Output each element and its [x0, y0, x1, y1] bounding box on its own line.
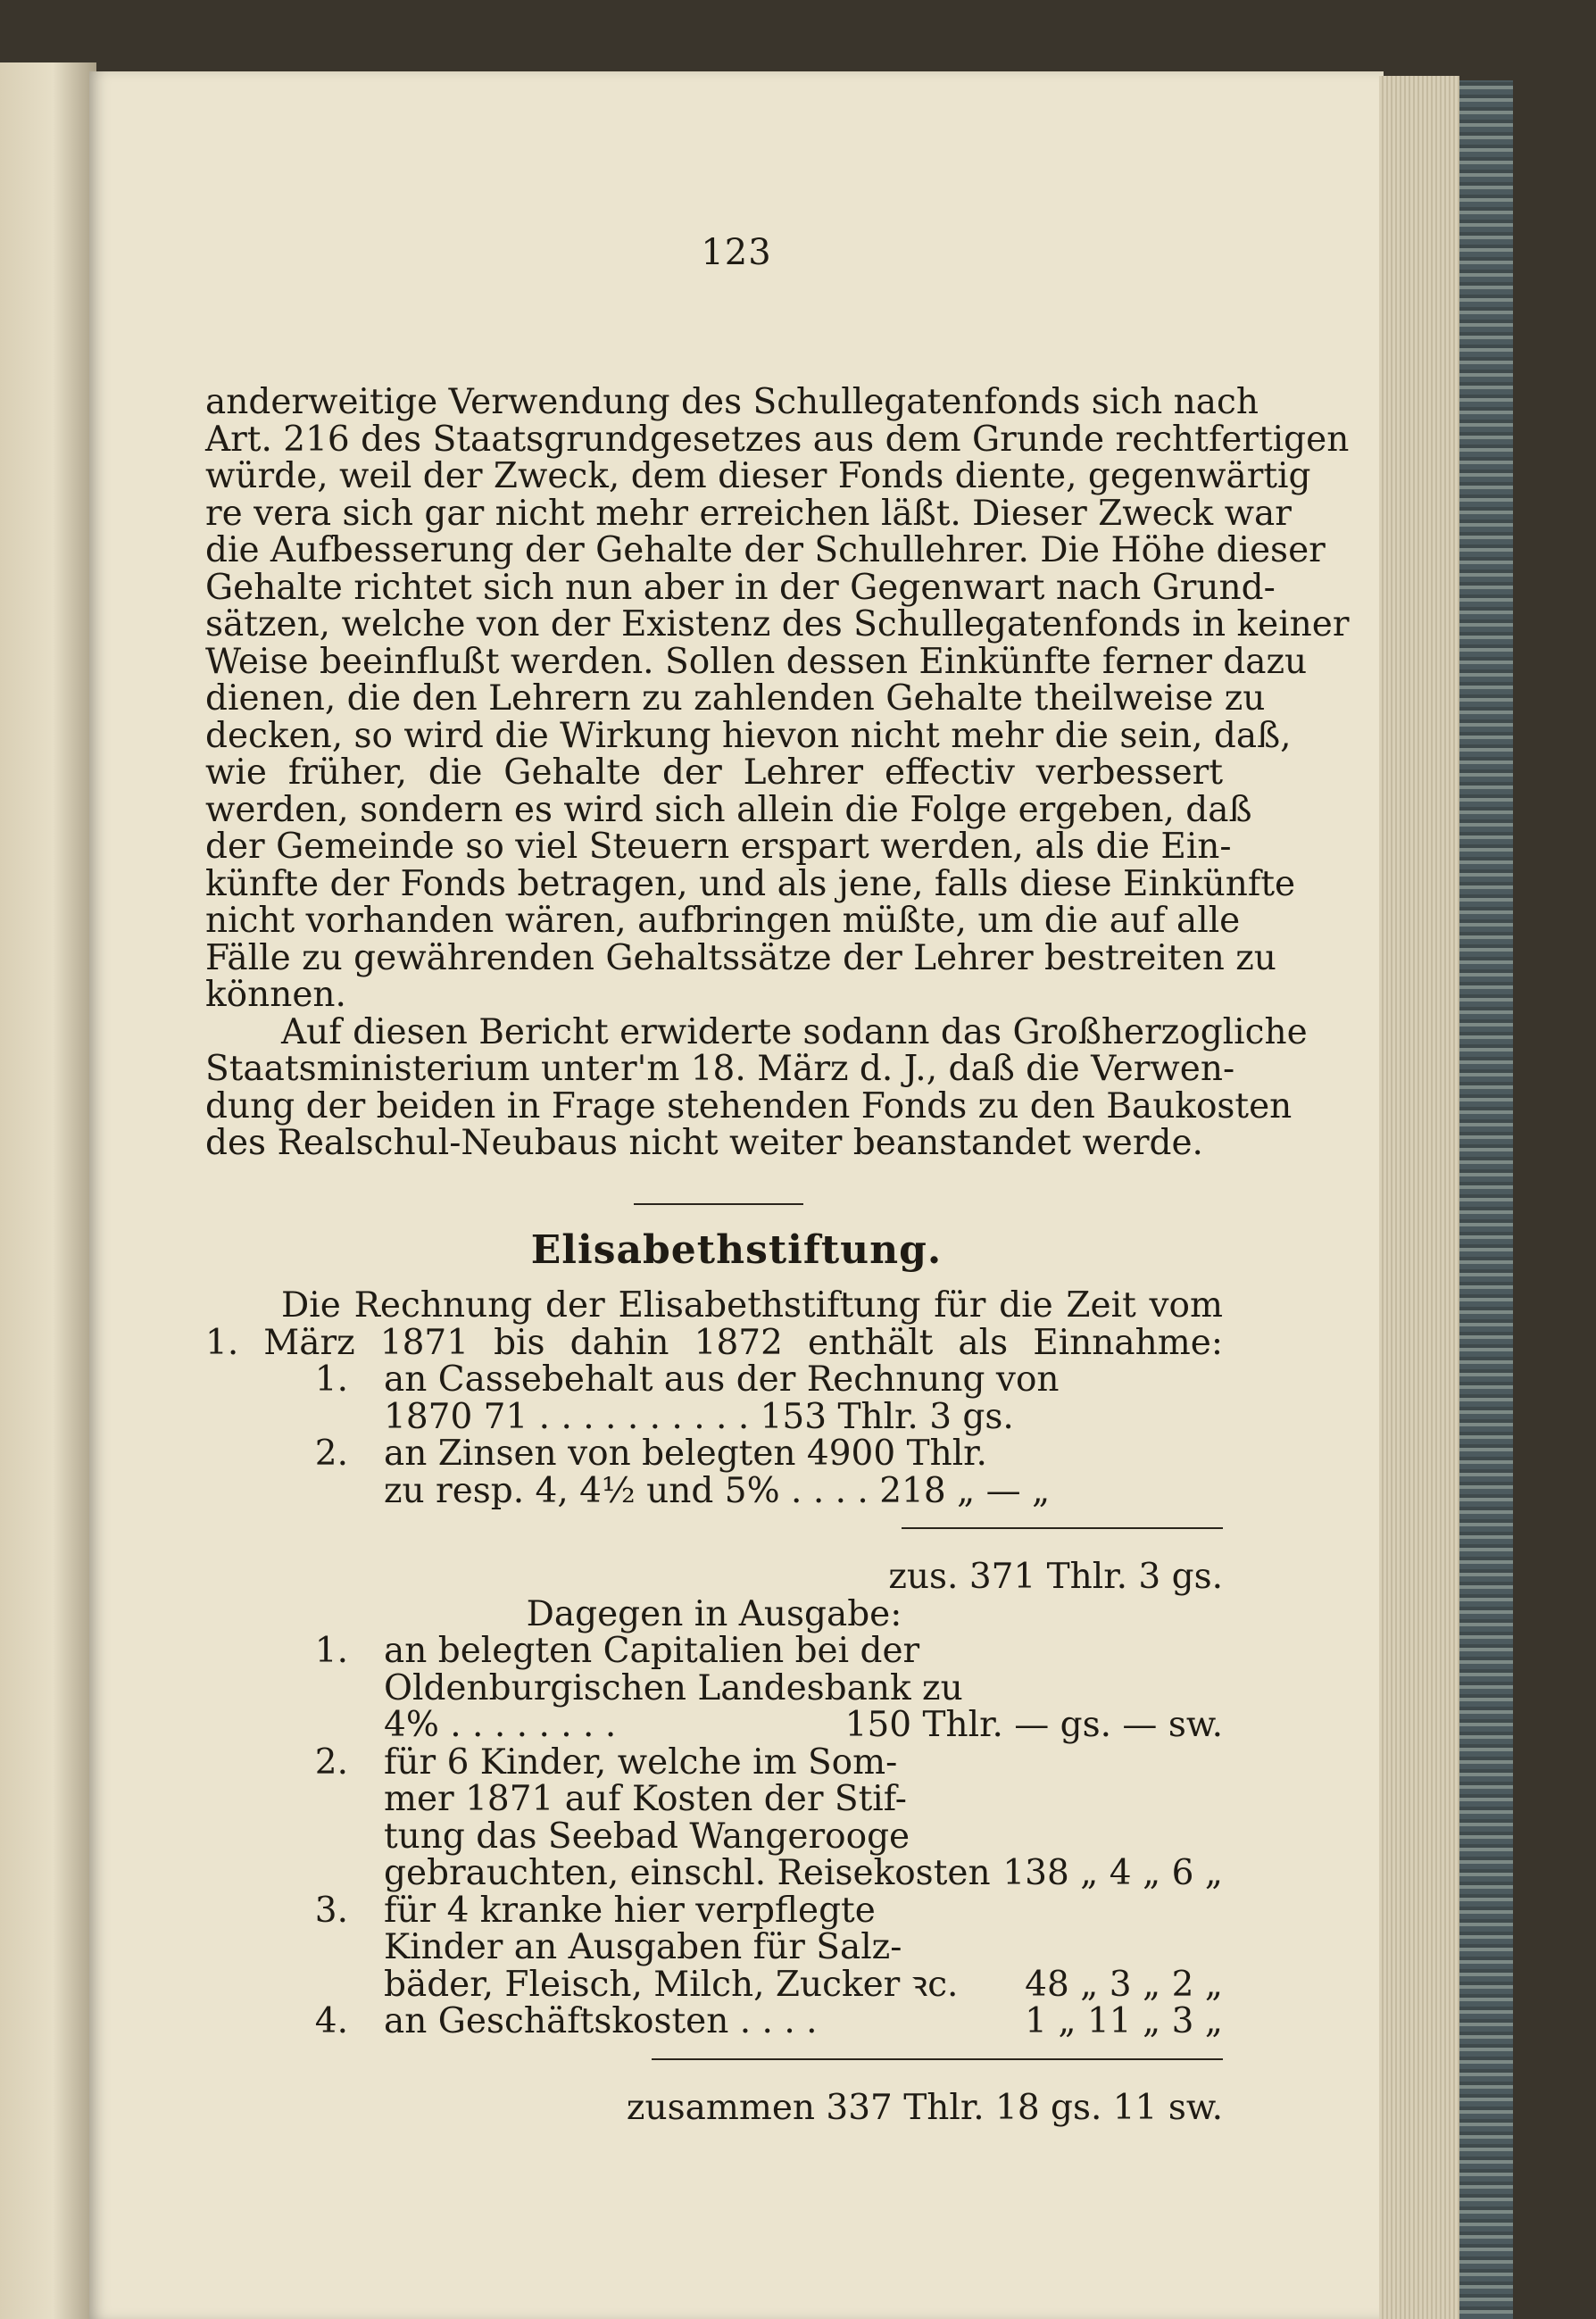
expense-line: gebrauchten, einschl. Reisekosten — [384, 1853, 991, 1893]
expense-line: 4% . . . . . . . . — [384, 1705, 617, 1745]
expense-line: an belegten Capitalien bei der — [384, 1631, 920, 1671]
page-edges — [1379, 76, 1459, 2319]
closing-line: Auf diesen Bericht erwiderte sodann das Großherzogliche — [281, 1011, 1308, 1052]
item-number: 4. — [314, 2001, 348, 2041]
income-line: an Zinsen von belegten 4900 Thlr. — [384, 1434, 987, 1474]
subtotal-rule — [902, 1527, 1223, 1529]
expense-amount: 150 Thlr. — gs. — sw. — [844, 1705, 1223, 1745]
item-number: 1. — [314, 1631, 348, 1671]
expense-amount: 138 „ 4 „ 6 „ — [1002, 1853, 1223, 1893]
intro-line: 1. März 1871 bis dahin 1872 enthält als Einnahme: — [205, 1322, 1223, 1363]
item-number: 3. — [314, 1890, 348, 1931]
expense-line: tung das Seebad Wangerooge — [384, 1816, 910, 1857]
expense-line: für 6 Kinder, welche im Som- — [384, 1741, 898, 1783]
expense-line: bäder, Fleisch, Milch, Zucker ꝛc. — [384, 1964, 959, 2005]
expense-line: Kinder an Ausgaben für Salz- — [384, 1927, 902, 1967]
body-line: Fälle zu gewährenden Gehaltssätze der Lehrer bestreiten zu — [205, 937, 1276, 978]
closing-line: dung der beiden in Frage stehenden Fonds zu den Baukosten — [205, 1085, 1293, 1126]
body-line: Weise beeinflußt werden. Sollen dessen Einkünfte ferner dazu — [205, 641, 1308, 682]
body-line: der Gemeinde so viel Steuern erspart werden, als die Ein- — [205, 827, 1232, 867]
expense-line: für 4 kranke hier verpflegte — [384, 1890, 876, 1931]
body-text — [205, 382, 1350, 1163]
section-heading: Elisabethstiftung. — [530, 1227, 943, 1273]
income-line: an Cassebehalt aus der Rechnung von — [384, 1359, 1060, 1400]
body-line: die Aufbesserung der Gehalte der Schullehrer. Die Höhe dieser — [205, 530, 1326, 570]
item-number: 2. — [314, 1741, 348, 1783]
left-page-edge — [0, 62, 96, 2319]
expense-line: Oldenburgischen Landesbank zu — [384, 1667, 963, 1708]
total-rule — [652, 2058, 1223, 2060]
body-line: dienen, die den Lehrern zu zahlenden Gehalte theilweise zu — [205, 678, 1266, 719]
book-page — [89, 71, 1384, 2319]
expense-total: zusammen 337 Thlr. 18 gs. 11 sw. — [626, 2087, 1223, 2128]
body-line: künfte der Fonds betragen, und als jene, falls diese Einkünfte — [205, 863, 1296, 904]
expense-heading: Dagegen in Ausgabe: — [526, 1593, 902, 1634]
body-line: re vera sich gar nicht mehr erreichen läßt. Dieser Zweck war — [205, 493, 1292, 534]
section-divider — [634, 1203, 803, 1205]
item-number: 2. — [314, 1434, 348, 1474]
body-line: sätzen, welche von der Existenz des Schullegatenfonds in keiner — [205, 604, 1350, 644]
book-cover — [1459, 80, 1513, 2319]
item-number: 1. — [314, 1359, 348, 1400]
body-line: anderweitige Verwendung des Schullegatenfonds sich nach — [205, 382, 1259, 422]
body-line: werden, sondern es wird sich allein die Folge ergeben, daß — [205, 789, 1252, 830]
expense-line: mer 1871 auf Kosten der Stif- — [384, 1779, 907, 1819]
income-line: zu resp. 4, 4½ und 5% . . . . 218 „ — „ — [384, 1470, 1051, 1511]
body-line: würde, weil der Zweck, dem dieser Fonds diente, gegenwärtig — [205, 456, 1311, 496]
body-line: wie früher, die Gehalte der Lehrer effectiv verbessert — [205, 752, 1223, 793]
account-statement — [205, 1287, 1223, 2126]
page-number: 123 — [701, 232, 772, 273]
body-line: Art. 216 des Staatsgrundgesetzes aus dem Grunde rechtfertigen — [205, 419, 1350, 460]
expense-amount: 1 „ 11 „ 3 „ — [1025, 2001, 1223, 2041]
body-line: Gehalte richtet sich nun aber in der Gegenwart nach Grund- — [205, 567, 1276, 608]
closing-line: des Realschul-Neubaus nicht weiter beanstandet werde. — [205, 1123, 1203, 1163]
body-line: können. — [205, 975, 346, 1015]
closing-line: Staatsministerium unter'm 18. März d. J., daß die Verwen- — [205, 1049, 1235, 1089]
income-total: zus. 371 Thlr. 3 gs. — [888, 1557, 1223, 1597]
intro-line: Die Rechnung der Elisabethstiftung für die Zeit vom — [281, 1285, 1223, 1326]
body-line: nicht vorhanden wären, aufbringen müßte, um die auf alle — [205, 901, 1241, 941]
income-line: 1870 71 . . . . . . . . . . 153 Thlr. 3 gs. — [384, 1396, 1014, 1437]
expense-line: an Geschäftskosten . . . . — [384, 2001, 818, 2041]
expense-amount: 48 „ 3 „ 2 „ — [1025, 1964, 1223, 2005]
body-line: decken, so wird die Wirkung hievon nicht mehr die sein, daß, — [205, 715, 1292, 756]
